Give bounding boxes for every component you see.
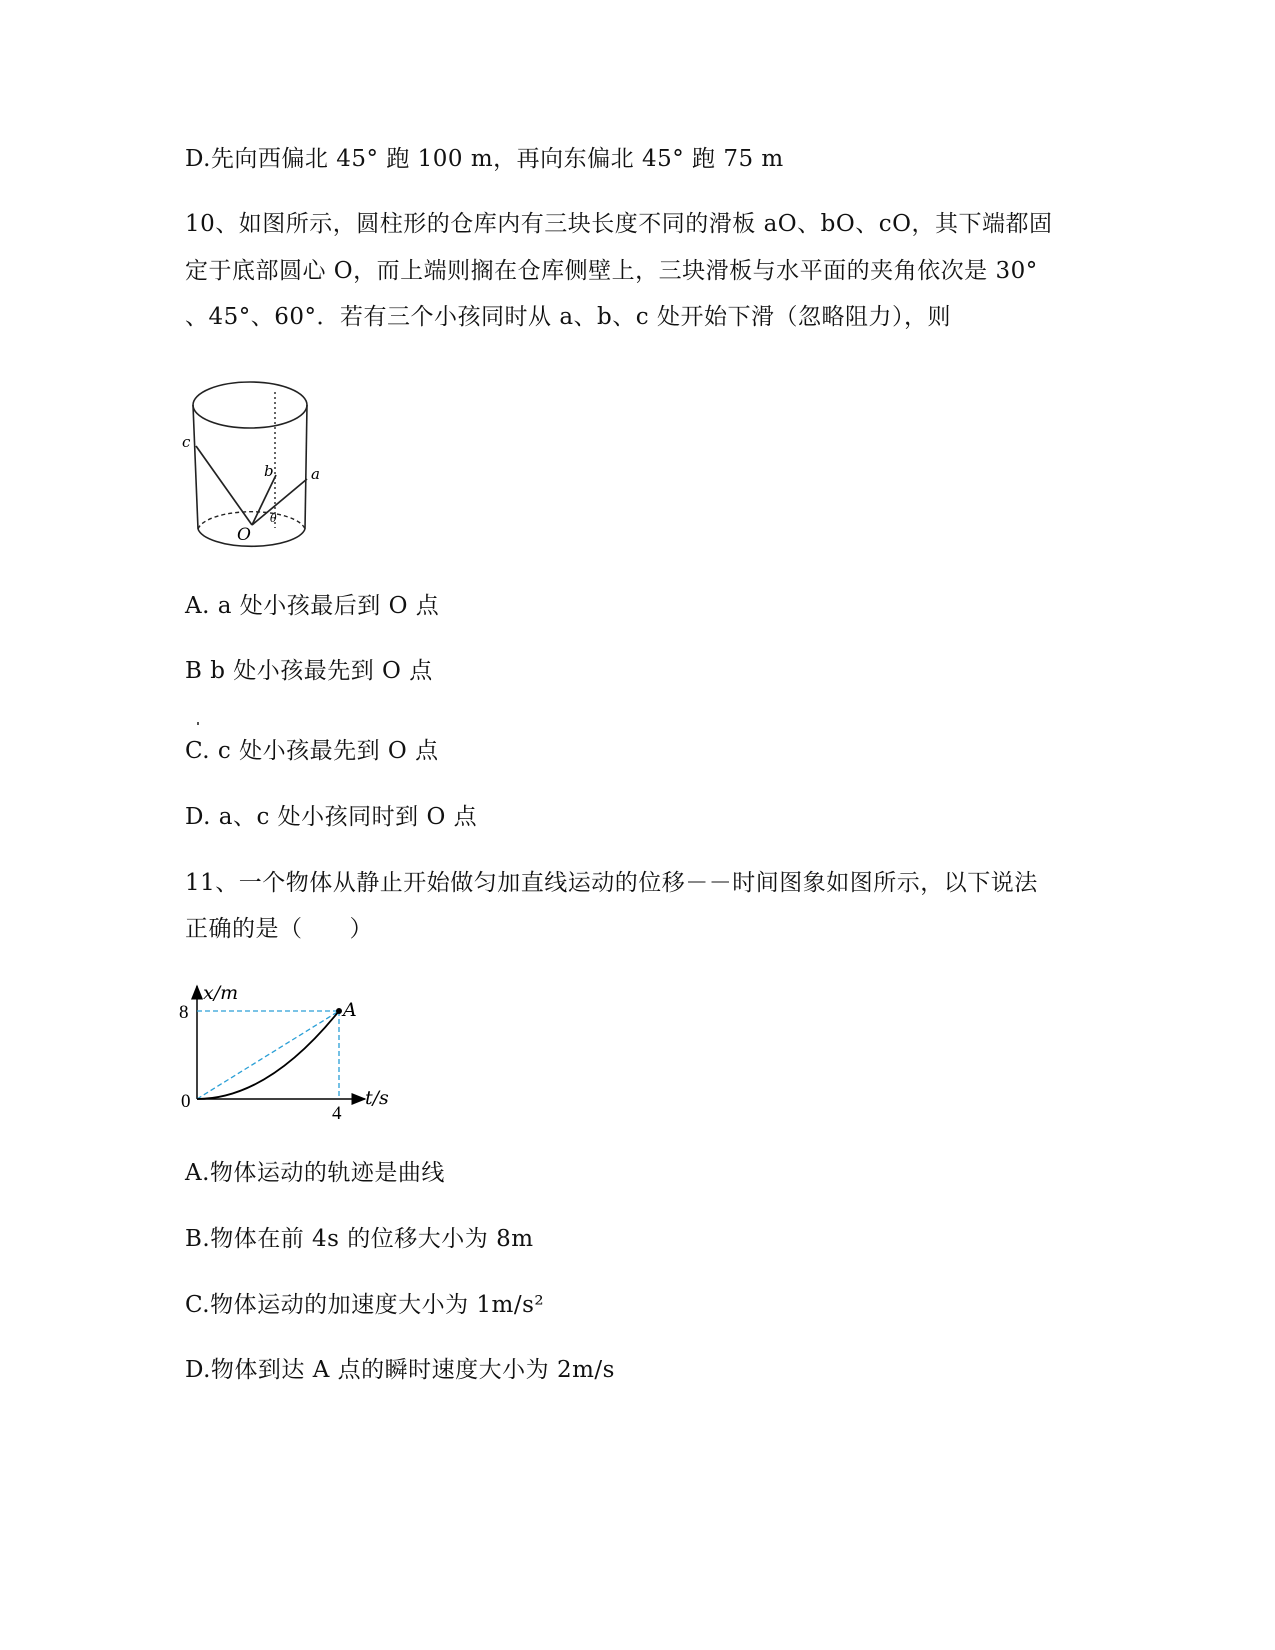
cylinder-left-wall [193,405,198,529]
cylinder-bottom-back [198,512,305,529]
q11-option-a: A.物体运动的轨迹是曲线 [185,1160,445,1186]
stray-mark [197,722,199,725]
origin-label: 0 [181,1091,191,1112]
q10-option-a: A. a 处小孩最后到 O 点 [185,593,440,619]
q11-option-b: B.物体在前 4s 的位移大小为 8m [185,1226,534,1252]
slide-a [252,479,307,525]
label-b: b [264,462,274,480]
cylinder-right-wall [305,405,307,529]
cylinder-diagram [180,372,340,562]
label-c: c [182,433,191,451]
q11-stem-line-1: 11、一个物体从静止开始做匀加直线运动的位移－－时间图象如图所示，以下说法 [185,870,1038,896]
label-theta: θ [270,512,277,525]
y-tick-8: 8 [179,1002,189,1023]
xt-graph-figure [175,978,405,1128]
xt-graph [175,978,405,1128]
q10-option-c: C. c 处小孩最先到 O 点 [185,738,439,764]
x-tick-4: 4 [332,1103,342,1124]
cylinder-figure [180,372,340,562]
point-a-dot [336,1008,342,1014]
dashed-diagonal [197,1011,339,1099]
x-axis-label: t/s [365,1087,389,1109]
y-axis-label: x/m [203,982,239,1004]
q11-option-d: D.物体到达 A 点的瞬时速度大小为 2m/s [185,1357,615,1383]
q11-option-c: C.物体运动的加速度大小为 1m/s² [185,1292,545,1318]
cylinder-top-ellipse [193,382,307,428]
cylinder-bottom-front [198,529,305,546]
q11-stem-line-2: 正确的是（ ） [185,916,373,942]
q10-stem-line-3: 、45°、60°．若有三个小孩同时从 a、b、c 处开始下滑（忽略阻力），则 [185,304,951,330]
q10-option-b: B b 处小孩最先到 O 点 [185,658,433,684]
slide-c [196,446,252,525]
q10-option-d: D. a、c 处小孩同时到 O 点 [185,804,478,830]
point-a-label: A [343,999,357,1021]
q10-stem-line-1: 10、如图所示，圆柱形的仓库内有三块长度不同的滑板 aO、bO、cO，其下端都固 [185,211,1053,237]
label-a: a [311,465,320,483]
q10-stem-line-2: 定于底部圆心 O，而上端则搁在仓库侧壁上，三块滑板与水平面的夹角依次是 30° [185,258,1038,284]
label-o: O [237,525,251,545]
q9-option-d: D.先向西偏北 45° 跑 100 m，再向东偏北 45° 跑 75 m [185,146,784,172]
